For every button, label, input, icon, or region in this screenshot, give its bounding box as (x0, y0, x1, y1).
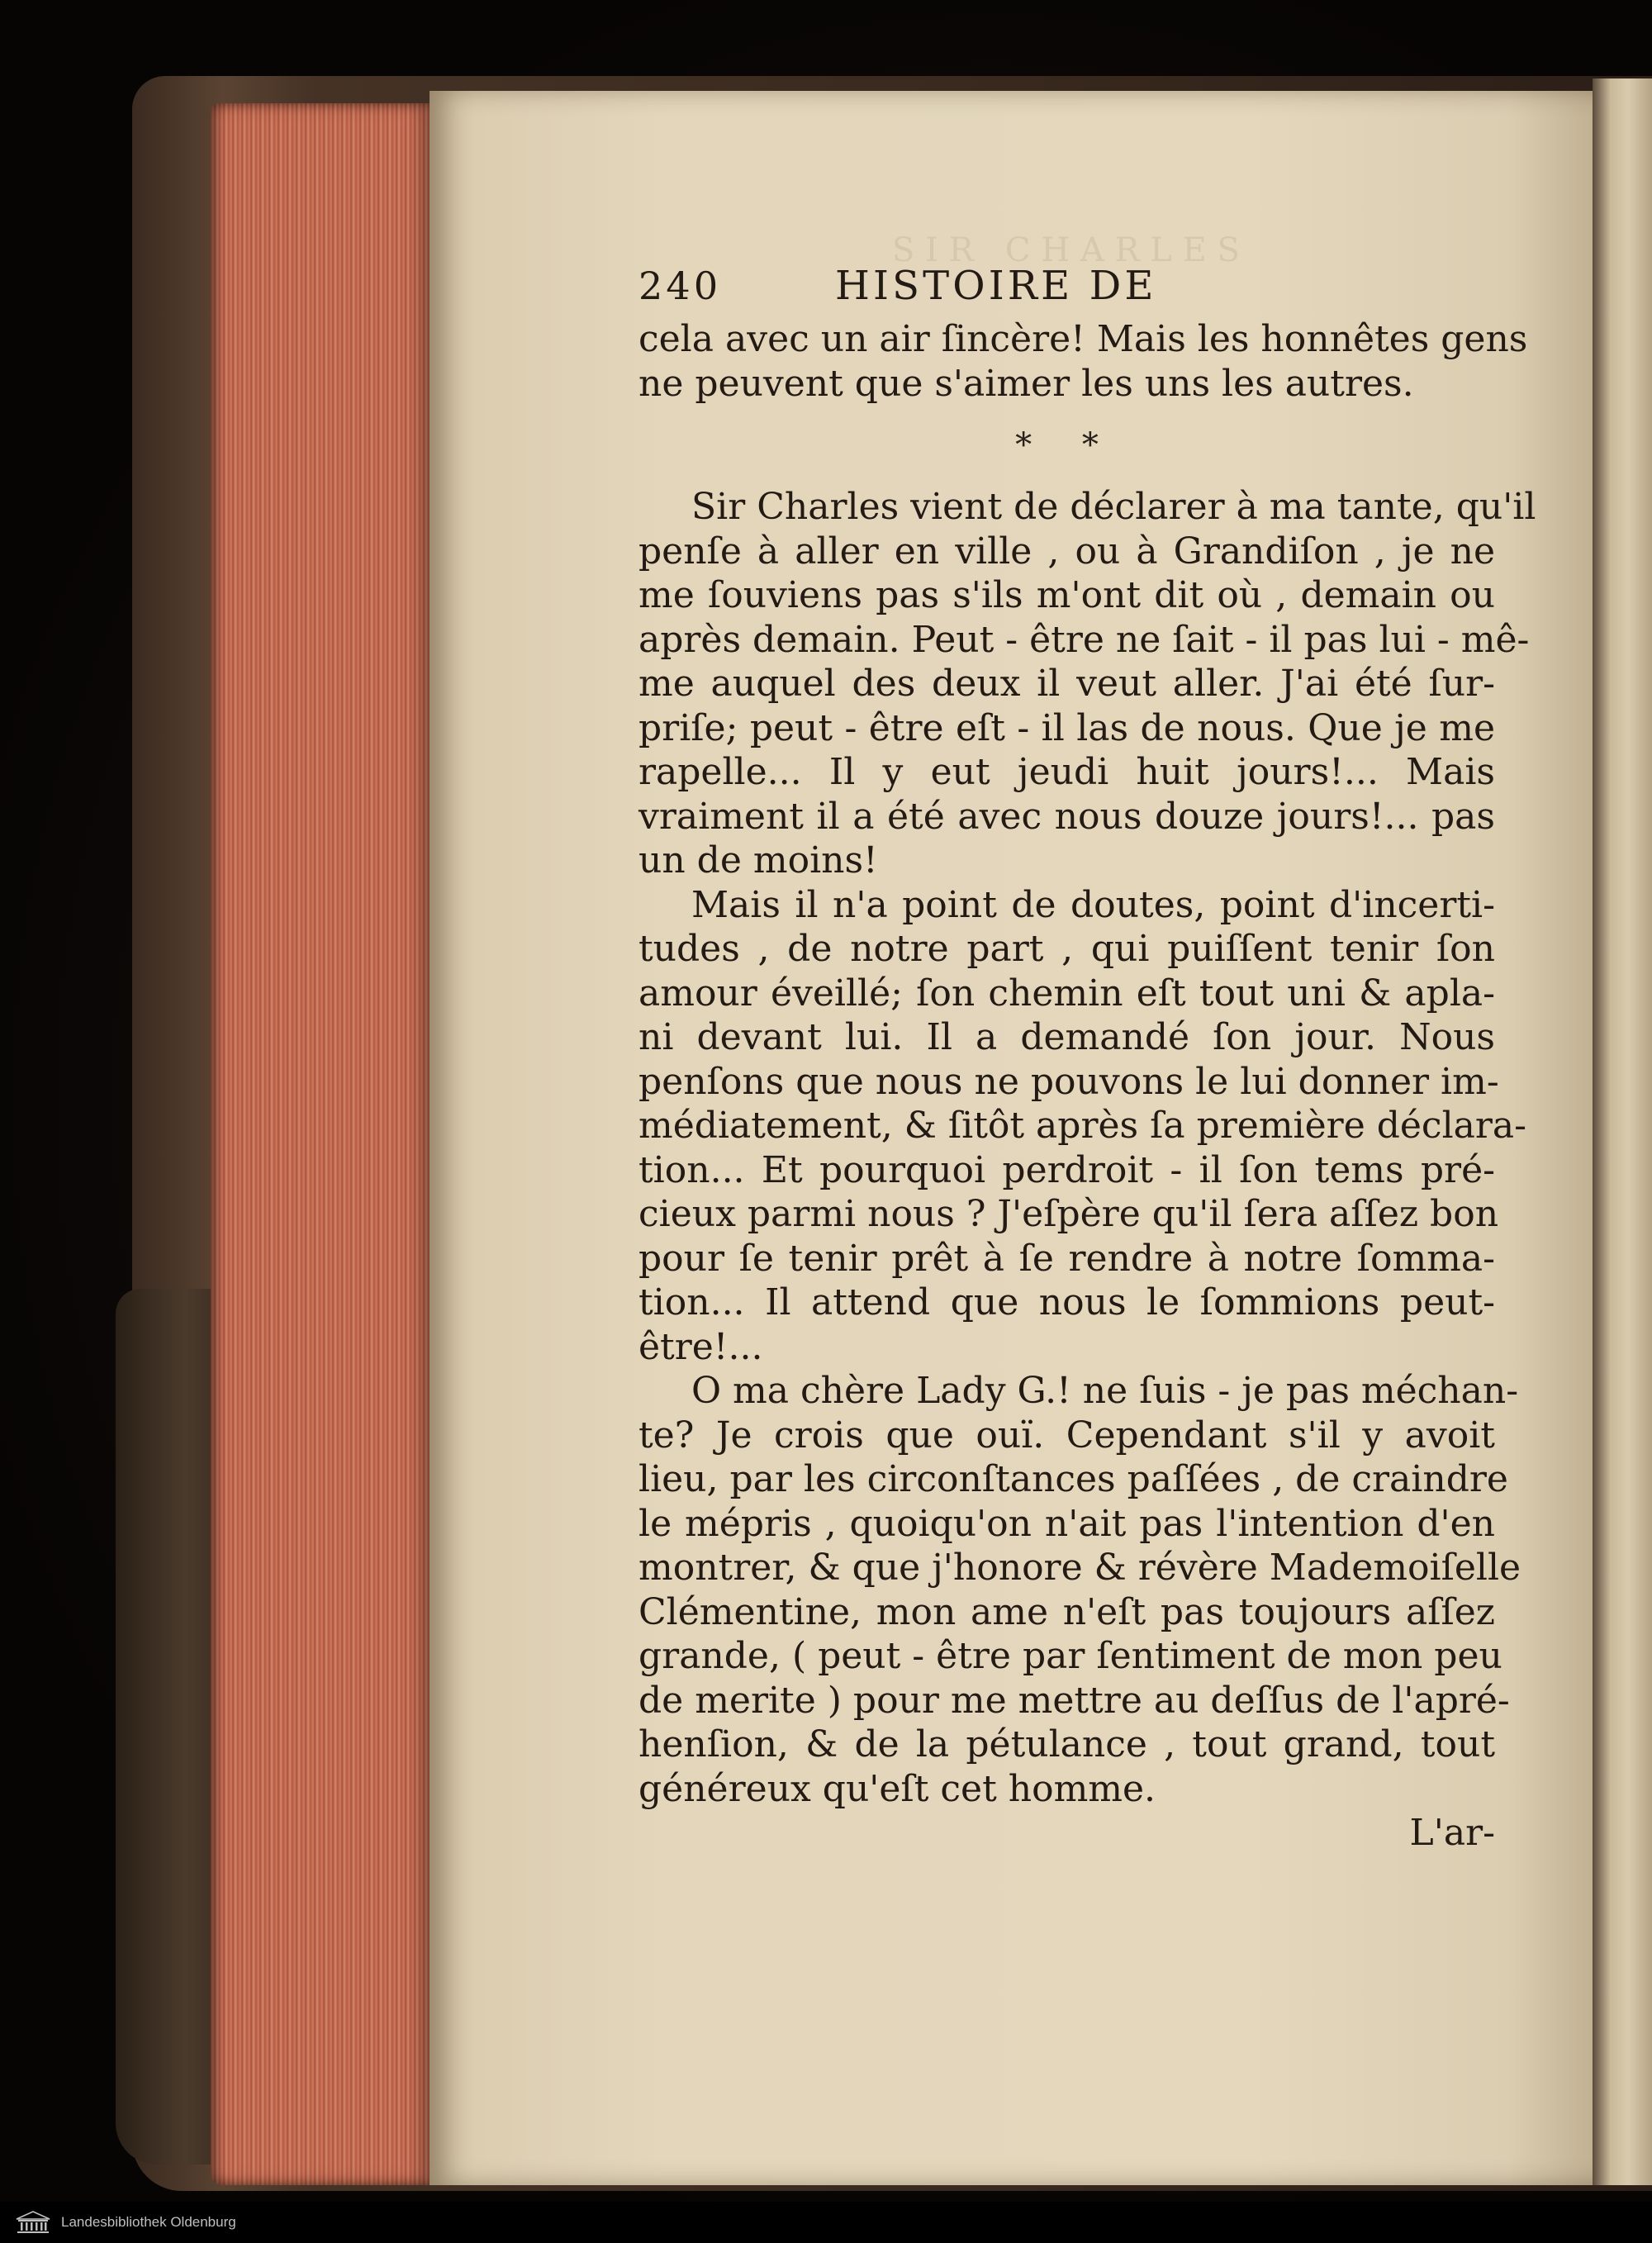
text-line: Sir Charles vient de déclarer à ma tante, qu'il (691, 486, 1536, 528)
paragraph-1 (638, 317, 1528, 406)
catchword: L'ar- (1409, 1812, 1495, 1854)
library-name: Landesbibliothek Oldenburg (61, 2214, 236, 2230)
text-line: être!... (638, 1325, 763, 1368)
footer-bar (0, 2202, 1652, 2243)
text-line: ne peuvent que s'aimer les uns les autres. (638, 362, 1414, 405)
text-line: me ſouviens pas s'ils m'ont dit où , demain ou (638, 574, 1495, 616)
text-line: grande, ( peut - être par ſentiment de mon peu (638, 1635, 1502, 1677)
text-line: Clémentine, mon ame n'eſt pas toujours aſſez (638, 1590, 1495, 1633)
page-number: 240 (638, 264, 722, 308)
page-text (638, 263, 1536, 1857)
paragraph-3 (638, 883, 1527, 1370)
text-line: me auquel des deux il veut aller. J'ai été ſur- (638, 663, 1495, 705)
show-through: S I R C H A R L E S (892, 231, 1240, 269)
running-head (638, 264, 1495, 317)
text-line: henſion, & de la pétulance , tout grand, tout (638, 1723, 1495, 1765)
text-line: priſe; peut - être eſt - il las de nous. Que je me (638, 706, 1495, 749)
text-line: pour ſe tenir prêt à ſe rendre à notre ſomma- (638, 1237, 1495, 1280)
page-edges (211, 103, 434, 2185)
text-line: généreux qu'eſt cet homme. (638, 1767, 1156, 1810)
text-line: te? Je crois que ouï. Cependant s'il y avoit (638, 1414, 1495, 1457)
text-line: un de moins! (638, 839, 878, 882)
text-line: rapelle... Il y eut jeudi huit jours!... Mais (638, 751, 1495, 793)
text-line: tudes , de notre part , qui puiſſent tenir ſon (638, 928, 1495, 970)
text-line: penſe à aller en ville , ou à Grandiſon , je ne (638, 530, 1495, 573)
paragraph-4 (638, 1369, 1521, 1811)
text-line: après demain. Peut - être ne ſait - il pas lui - mê- (638, 618, 1530, 661)
text-line: le mépris , quoiqu'on n'ait pas l'intention d'en (638, 1502, 1495, 1545)
text-line: tion... Il attend que nous le ſommions peut- (638, 1281, 1495, 1323)
text-line: médiatement, & ſitôt après ſa première déclara- (638, 1105, 1527, 1147)
text-line: vraiment il a été avec nous douze jours!... pas (638, 795, 1495, 838)
text-line: lieu, par les circonſtances paſſées , de craindre (638, 1458, 1508, 1500)
paragraph-2 (638, 485, 1536, 883)
library-building-icon (15, 2210, 51, 2235)
text-line: cela avec un air ſincère! Mais les honnêtes gens (638, 318, 1528, 360)
text-line: amour éveillé; ſon chemin eſt tout uni & apla- (638, 972, 1495, 1015)
text-line: de merite ) pour me mettre au deſſus de l'apré- (638, 1679, 1510, 1722)
section-break-asterisms: * * (1015, 426, 1118, 464)
text-line: montrer, & que j'honore & révère Mademoiſelle (638, 1547, 1521, 1589)
text-line: ni devant lui. Il a demandé ſon jour. Nous (638, 1016, 1495, 1058)
text-line: penſons que nous ne pouvons le lui donner im- (638, 1060, 1499, 1103)
facing-page-edge (1593, 78, 1652, 2185)
text-line: tion... Et pourquoi perdroit - il ſon tems pré- (638, 1148, 1495, 1191)
running-title: HISTOIRE DE (835, 263, 1157, 309)
text-line: O ma chère Lady G.! ne ſuis - je pas méchan- (691, 1370, 1519, 1412)
text-line: cieux parmi nous ? J'eſpère qu'il ſera aſſez bon (638, 1193, 1499, 1235)
text-line: Mais il n'a point de doutes, point d'incerti- (691, 883, 1495, 926)
catchword-row (638, 1811, 1495, 1857)
